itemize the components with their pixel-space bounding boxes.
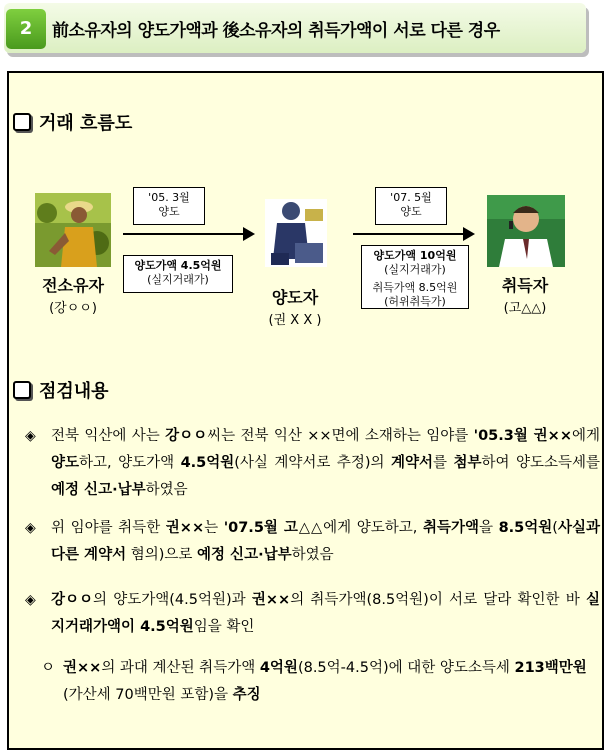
check-section-title: [13, 377, 109, 403]
transferor-label: 양도자: [271, 288, 319, 307]
checkbox-icon: [13, 381, 31, 399]
box1-line2: (실지거래가): [147, 273, 209, 286]
arrow1-date-box: [133, 187, 205, 225]
diamond-bullet-icon: ◈: [25, 520, 36, 536]
content-panel: [7, 71, 604, 750]
circle-bullet-icon: ㅇ: [41, 660, 56, 676]
seller-label: 전소유자: [42, 276, 104, 295]
seller-name: (강ㅇㅇ): [49, 301, 97, 316]
box2-line2: (실지거래가): [384, 263, 446, 276]
arrow2-date: '07. 5월: [390, 191, 432, 204]
section-number-badge: 2: [6, 9, 46, 49]
flow-section-title-text: 거래 흐름도: [39, 113, 133, 134]
box1-line1: 양도가액 4.5억원: [134, 259, 222, 272]
arrow2-price-box: [361, 245, 469, 309]
arrow1-date: '05. 3월: [148, 191, 190, 204]
buyer-figure-icon: [487, 195, 565, 267]
checkbox-icon: [13, 113, 31, 131]
arrow2-date-box: [375, 187, 447, 225]
header-banner: [4, 3, 586, 53]
diamond-bullet-icon: ◈: [25, 592, 36, 608]
box2-line4: (허위취득가): [384, 295, 446, 308]
transferor-name: (권 X X ): [268, 313, 322, 328]
box2-line1: 양도가액 10억원: [373, 249, 457, 262]
box2-line3: 취득가액 8.5억원: [372, 281, 458, 294]
bullet-3-text: 강ㅇㅇ의 양도가액(4.5억원)과 권××의 취득가액(8.5억원)이 서로 달라 확인한 바 실지거래가액이 4.5억원임을 확인: [51, 592, 600, 635]
check-bullet-3: [25, 587, 600, 641]
arrow1-action: 양도: [158, 205, 180, 218]
transferor-figure-icon: [265, 199, 327, 267]
bullet-1-text: 전북 익산에 사는 강ㅇㅇ씨는 전북 익산 ××면에 소재하는 임야를 '05.3월 권××에게 양도하고, 양도가액 4.5억원(사실 계약서로 추정)의 계약서를 첨부하여 양도소득세를 예정 신고·납부하였음: [51, 428, 600, 498]
diamond-bullet-icon: ◈: [25, 428, 36, 444]
check-section-title-text: 점검내용: [39, 381, 109, 402]
check-bullet-1: [25, 423, 600, 504]
seller-figure-icon: [35, 193, 111, 267]
sub-bullet-1-text: 권××의 과대 계산된 취득가액 4억원(8.5억-4.5억)에 대한 양도소득세 213백만원(가산세 70백만원 포함)을 추징: [63, 660, 587, 703]
arrow2-action: 양도: [400, 205, 422, 218]
buyer-name: (고△△): [503, 301, 547, 316]
check-sub-bullet-1: [41, 655, 596, 709]
bullet-2-text: 위 임야를 취득한 권××는 '07.5월 고△△에게 양도하고, 취득가액을 8.5억원(사실과 다른 계약서 혐의)으로 예정 신고·납부하였음: [51, 520, 600, 563]
buyer-label: 취득자: [501, 276, 549, 295]
arrow1: [123, 233, 253, 235]
page-title: 前소유자의 양도가액과 後소유자의 취득가액이 서로 다른 경우: [52, 21, 500, 41]
flow-section-title: [13, 109, 132, 135]
check-bullet-2: [25, 515, 600, 569]
arrow2: [353, 233, 473, 235]
arrow1-price-box: [123, 255, 233, 293]
